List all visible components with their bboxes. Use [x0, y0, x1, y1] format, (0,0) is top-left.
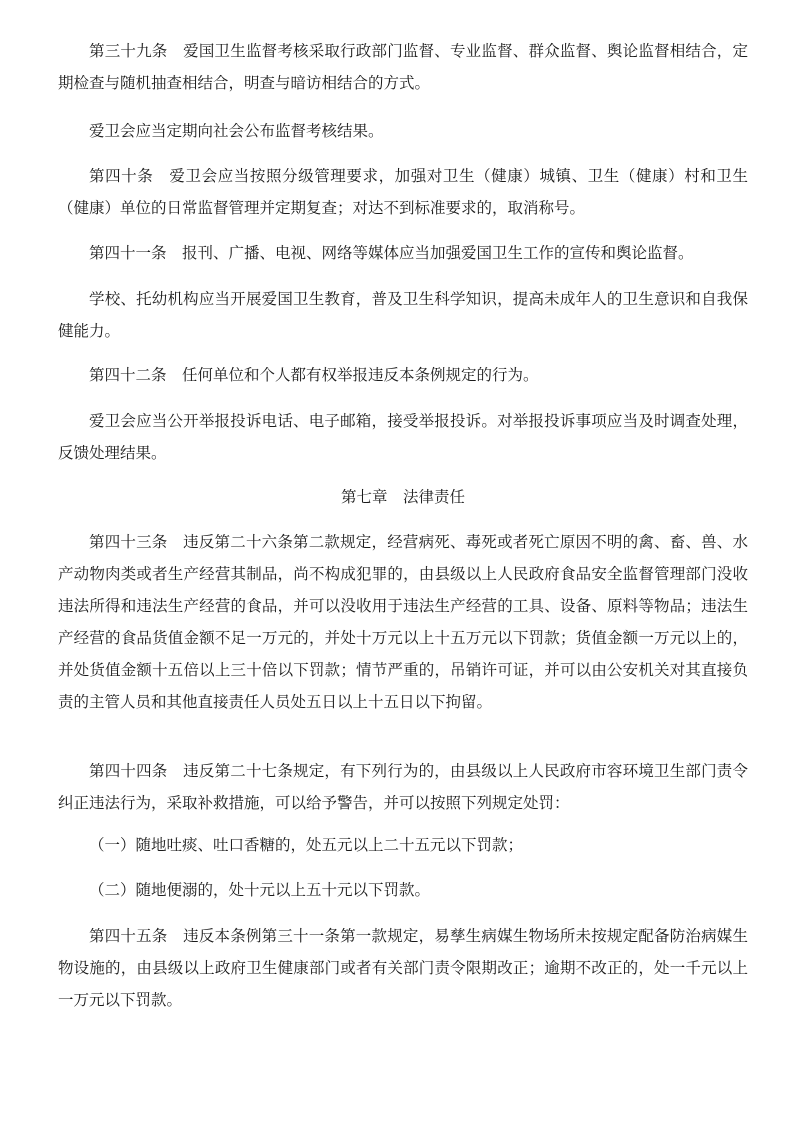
- article-44-item-2: （二）随地便溺的，处十元以上五十元以下罚款。: [89, 881, 431, 899]
- article-43-paragraph: 第四十三条 违反第二十六条第二款规定，经营病死、毒死或者死亡原因不明的禽、畜、兽、水产动物肉类或者生产经营其制品，尚不构成犯罪的，由县级以上人民政府食品安全监督管理部门没收违法所得和违法生产经营的食品，并可以没收用于违法生产经营的工具、设备、原料等物品；违法生产经营的食品货值金额不足一万元的，并处十万元以上十五万元以下罚款；货值金额一万元以上的，并处货值金额十五倍以上三十倍以下罚款；情节严重的，吊销许可证，并可以由公安机关对其直接负责的主管人员和其他直接责任人员处五日以上十五日以下拘留。: [58, 533, 748, 711]
- article-39-paragraph: 第三十九条 爱国卫生监督考核采取行政部门监督、专业监督、群众监督、舆论监督相结合，定期检查与随机抽查相结合，明查与暗访相结合的方式。: [58, 42, 748, 92]
- article-45-paragraph: 第四十五条 违反本条例第三十一条第一款规定，易孳生病媒生物场所未按规定配备防治病媒生物设施的，由县级以上政府卫生健康部门或者有关部门责令限期改正；逾期不改正的，处一千元以上一万元以下罚款。: [58, 927, 748, 1009]
- article-40-paragraph: 第四十条 爱卫会应当按照分级管理要求，加强对卫生（健康）城镇、卫生（健康）村和卫生（健康）单位的日常监督管理并定期复查；对达不到标准要求的，取消称号。: [58, 167, 748, 217]
- report-complaint-paragraph: 爱卫会应当公开举报投诉电话、电子邮箱，接受举报投诉。对举报投诉事项应当及时调查处理，反馈处理结果。: [58, 412, 748, 462]
- school-education-paragraph: 学校、托幼机构应当开展爱国卫生教育，普及卫生科学知识，提高未成年人的卫生意识和自我保健能力。: [58, 290, 748, 340]
- supervision-results-paragraph: 爱卫会应当定期向社会公布监督考核结果。: [89, 122, 384, 140]
- article-44-item-1: （一）随地吐痰、吐口香糖的，处五元以上二十五元以下罚款；: [89, 836, 524, 854]
- article-44-paragraph: 第四十四条 违反第二十七条规定，有下列行为的，由县级以上人民政府市容环境卫生部门责令纠正违法行为，采取补救措施，可以给予警告，并可以按照下列规定处罚：: [58, 762, 748, 812]
- article-41-paragraph: 第四十一条 报刊、广播、电视、网络等媒体应当加强爱国卫生工作的宣传和舆论监督。: [89, 244, 694, 262]
- chapter-title: 第七章 法律责任: [340, 488, 465, 506]
- article-42-paragraph: 第四十二条 任何单位和个人都有权举报违反本条例规定的行为。: [89, 366, 539, 384]
